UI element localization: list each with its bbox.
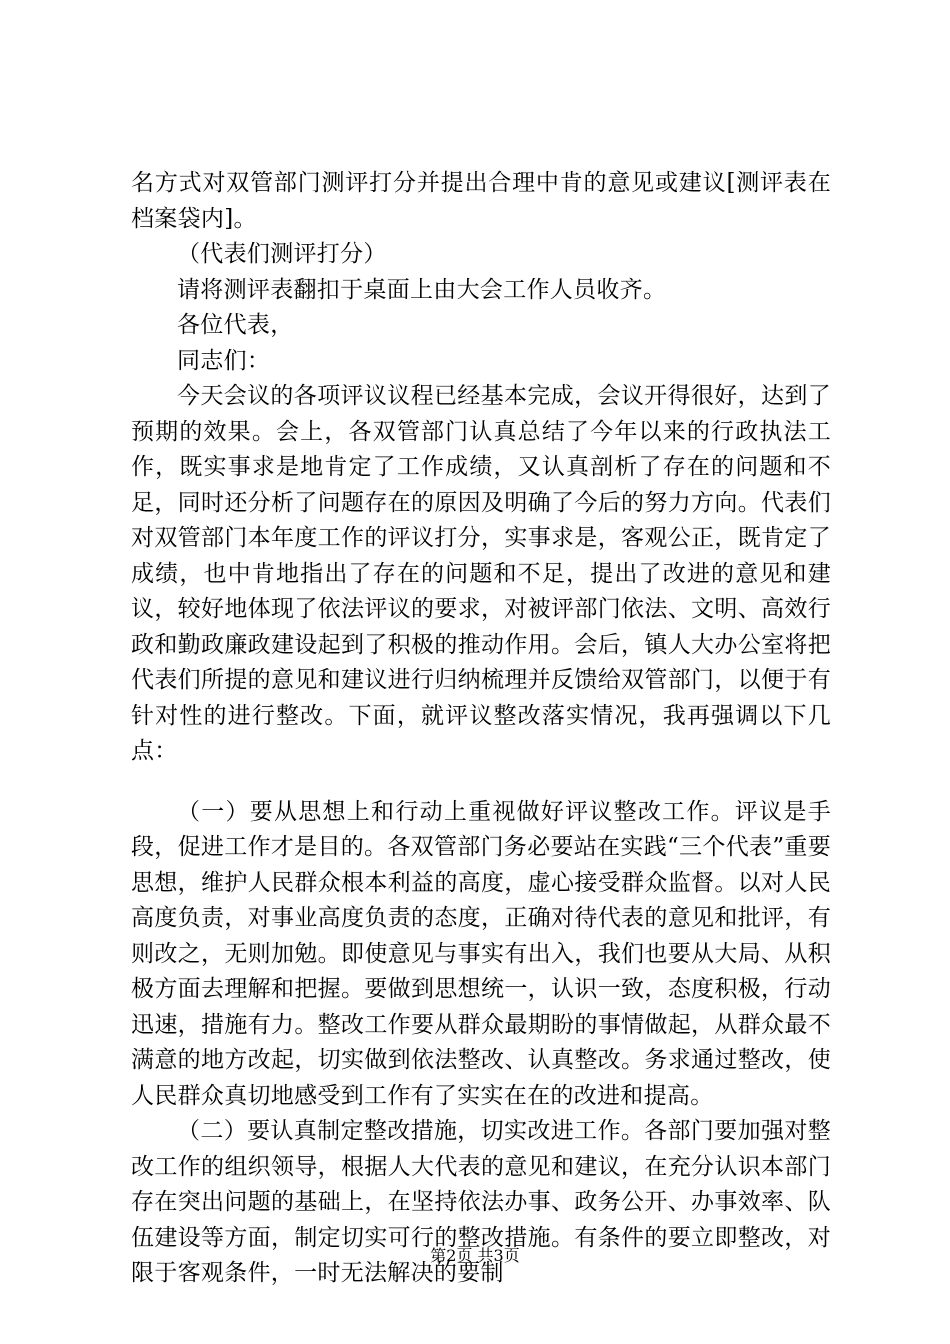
paragraph-summary: 今天会议的各项评议议程已经基本完成，会议开得很好，达到了预期的效果。会上，各双管部门认真总结了今年以来的行政执法工作，既实事求是地肯定了工作成绩，又认真剖析了存在的问题和不足，同时还分析了问题存在的原因及明确了今后的努力方向。代表们对双管部门本年度工作的评议打分，实事求是，客观公正，既肯定了成绩，也中肯地指出了存在的问题和不足，提出了改进的意见和建议，较好地体现了依法评议的要求，对被评部门依法、文明、高效行政和勤政廉政建设起到了积极的推动作用。会后，镇人大办公室将把代表们所提的意见和建议进行归纳梳理并反馈给双管部门，以便于有针对性的进行整改。下面，就评议整改落实情况，我再强调以下几点： xyxy=(131,383,831,764)
paragraph-salutation-delegates: 各位代表， xyxy=(177,312,294,338)
paragraph-instruction: 请将测评表翻扣于桌面上由大会工作人员收齐。 xyxy=(177,276,667,303)
page-footer: 第2页 共3页 xyxy=(430,1246,520,1265)
document-body xyxy=(131,166,831,1292)
paragraph-continuation: 名方式对双管部门测评打分并提出合理中肯的意见或建议[测评表在档案袋内]。 xyxy=(131,170,831,232)
paragraph-salutation-comrades: 同志们： xyxy=(177,347,271,374)
paragraph-stage-note: （代表们测评打分） xyxy=(177,241,387,267)
paragraph-point-one: （一）要从思想上和行动上重视做好评议整改工作。评议是手段，促进工作才是目的。各双管部门务必要站在实践“三个代表”重要思想，维护人民群众根本利益的高度，虚心接受群众监督。以对人民高度负责，对事业高度负责的态度，正确对待代表的意见和批评，有则改之，无则加勉。即使意见与事实有出入，我们也要从大局、从积极方面去理解和把握。要做到思想统一，认识一致，态度积极，行动迅速，措施有力。整改工作要从群众最期盼的事情做起，从群众最不满意的地方改起，切实做到依法整改、认真整改。务求通过整改，使人民群众真切地感受到工作有了实实在在的改进和提高。 xyxy=(131,798,831,1109)
paragraph-point-two: （二）要认真制定整改措施，切实改进工作。各部门要加强对整改工作的组织领导，根据人大代表的意见和建议，在充分认识本部门存在突出问题的基础上，在坚持依法办事、政务公开、办事效率、队伍建设等方面，制定切实可行的整改措施。有条件的要立即整改，对限于客观条件，一时无法解决的要制 xyxy=(131,1118,831,1286)
